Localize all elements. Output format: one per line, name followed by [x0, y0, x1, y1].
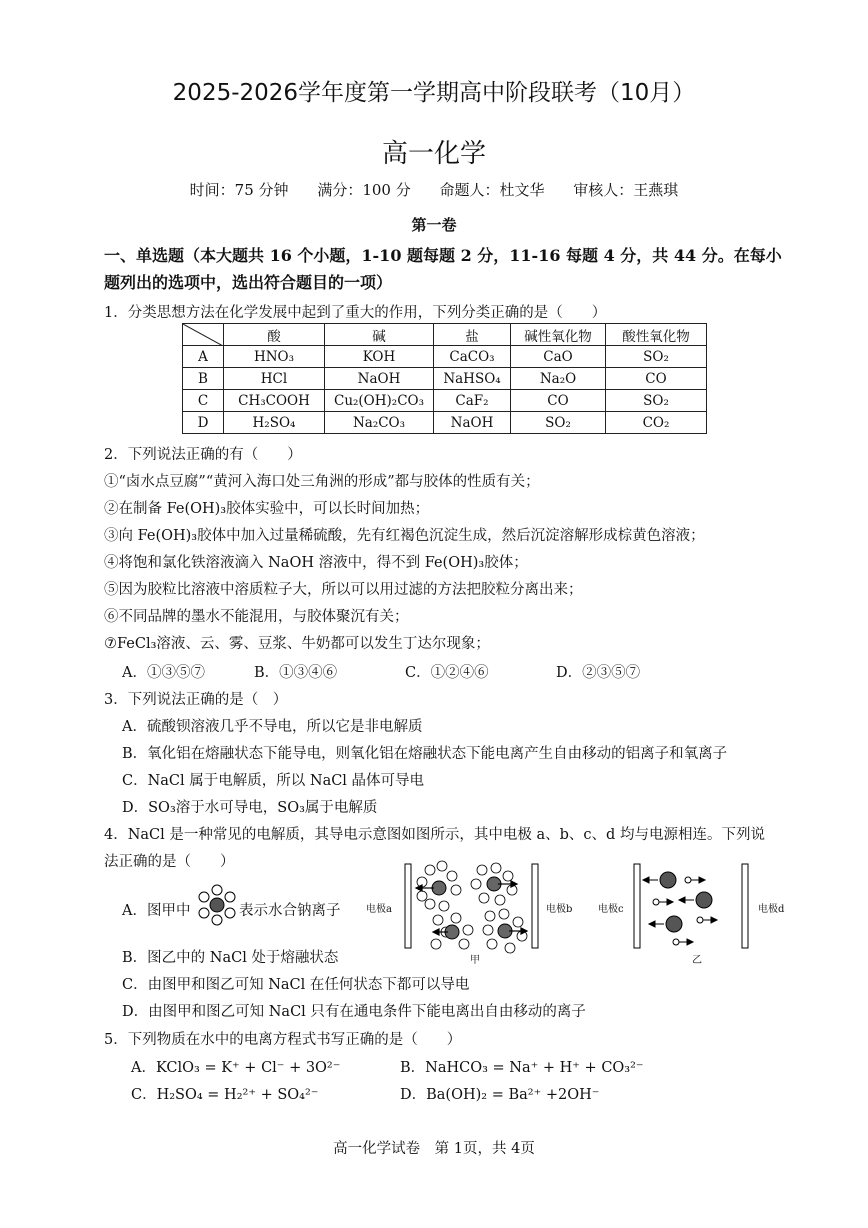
- table-cell: CO: [511, 390, 606, 412]
- table-cell: CH₃COOH: [224, 390, 325, 412]
- table-row: [183, 412, 707, 434]
- table-cell: SO₂: [511, 412, 606, 434]
- q5-option-a: A．KClO₃ = K⁺ + Cl⁻ + 3O²⁻: [131, 1060, 341, 1076]
- q2-option-b: B．①③④⑥: [254, 665, 338, 681]
- electrode-b-label: 电极b: [546, 904, 573, 915]
- table-cell: D: [183, 412, 224, 434]
- table-corner-cell: [183, 324, 224, 346]
- figure-jia-caption: 甲: [470, 955, 480, 966]
- table-cell: CO: [606, 368, 707, 390]
- table-cell: CO₂: [606, 412, 707, 434]
- page-footer: 高一化学试卷 第 1页，共 4页: [333, 1141, 535, 1157]
- subject-title: 高一化学: [381, 139, 486, 169]
- table-cell: HCl: [224, 368, 325, 390]
- electrode-d-label: 电极d: [758, 904, 785, 915]
- table-cell: B: [183, 368, 224, 390]
- q4-option-b: B．图乙中的 NaCl 处于熔融状态: [122, 950, 339, 966]
- table-cell: CaF₂: [434, 390, 511, 412]
- table-cell: KOH: [325, 346, 434, 368]
- hydrated-sodium-ion-icon: [196, 884, 238, 926]
- table-cell: NaHSO₄: [434, 368, 511, 390]
- table-cell: NaOH: [325, 368, 434, 390]
- exam-meta: [0, 179, 868, 200]
- q2-item: ⑦FeCl₃溶液、云、雾、豆浆、牛奶都可以发生丁达尔现象；: [104, 636, 490, 652]
- table-header-cell: 盐: [434, 324, 511, 346]
- q2-item: ④将饱和氯化铁溶液滴入 NaOH 溶液中，得不到 Fe(OH)₃胶体；: [104, 555, 528, 571]
- table-cell: C: [183, 390, 224, 412]
- q2-item: ①“卤水点豆腐”“黄河入海口处三角洲的形成”都与胶体的性质有关；: [104, 474, 540, 490]
- q2-option-a: A．①③⑤⑦: [122, 665, 205, 681]
- table-cell: H₂SO₄: [224, 412, 325, 434]
- q5-option-c: C．H₂SO₄ = H₂²⁺ + SO₄²⁻: [131, 1087, 319, 1103]
- table-header-cell: 酸性氧化物: [606, 324, 707, 346]
- diagonal-line-icon: [183, 324, 223, 346]
- q2-item: ⑥不同品牌的墨水不能混用，与胶体聚沉有关；: [104, 609, 409, 625]
- table-row: [183, 346, 707, 368]
- table-cell: CaCO₃: [434, 346, 511, 368]
- table-cell: CaO: [511, 346, 606, 368]
- section-heading-line1: 一、单选题（本大题共 16 个小题，1-10 题每题 2 分，11-16 每题 4 分，共 44 分。在每小: [104, 246, 782, 265]
- electrode-a-label: 电极a: [366, 904, 392, 915]
- q2-option-c: C．①②④⑥: [405, 665, 489, 681]
- table-cell: SO₂: [606, 346, 707, 368]
- q1-classification-table: [182, 323, 707, 434]
- q3-option-b: B．氧化铝在熔融状态下能导电，则氧化铝在熔融状态下能电离产生自由移动的铝离子和氧离子: [122, 746, 728, 762]
- section-heading-line2: 题列出的选项中，选出符合题目的一项）: [104, 273, 393, 292]
- q5-option-d: D．Ba(OH)₂ = Ba²⁺ +2OH⁻: [400, 1087, 600, 1103]
- q2-item: ②在制备 Fe(OH)₃胶体实验中，可以长时间加热；: [104, 501, 430, 517]
- q4-option-a-suffix: 表示水合钠离子: [239, 903, 341, 919]
- q1-stem: 1．分类思想方法在化学发展中起到了重大的作用，下列分类正确的是（ ）: [104, 305, 607, 321]
- q3-stem: 3．下列说法正确的是（ ）: [104, 692, 288, 708]
- q2-stem: 2．下列说法正确的有（ ）: [104, 447, 302, 463]
- figure-yi-caption: 乙: [692, 955, 702, 966]
- table-cell: NaOH: [434, 412, 511, 434]
- q4-stem-line2: 法正确的是（ ）: [104, 854, 235, 870]
- q2-item: ③向 Fe(OH)₃胶体中加入过量稀硫酸，先有红褐色沉淀生成，然后沉淀溶解形成棕黄色溶液；: [104, 528, 705, 544]
- table-header-cell: 碱: [325, 324, 434, 346]
- q4-stem-line1: 4．NaCl 是一种常见的电解质，其导电示意图如图所示，其中电极 a、b、c、d 均与电源相连。下列说: [104, 827, 765, 843]
- meta-author: 命题人：杜文华: [439, 181, 545, 199]
- q4-option-a-prefix: A．图甲中: [122, 903, 191, 919]
- table-cell: SO₂: [606, 390, 707, 412]
- table-cell: Cu₂(OH)₂CO₃: [325, 390, 434, 412]
- q5-option-b: B．NaHCO₃ = Na⁺ + H⁺ + CO₃²⁻: [400, 1060, 644, 1076]
- volume-heading: 第一卷: [411, 216, 457, 234]
- table-row: [183, 390, 707, 412]
- table-header-cell: 碱性氧化物: [511, 324, 606, 346]
- table-cell: Na₂CO₃: [325, 412, 434, 434]
- q4-option-d: D．由图甲和图乙可知 NaCl 只有在通电条件下能电离出自由移动的离子: [122, 1004, 586, 1020]
- table-header-cell: 酸: [224, 324, 325, 346]
- table-cell: HNO₃: [224, 346, 325, 368]
- meta-reviewer: 审核人：王燕琪: [573, 181, 679, 199]
- q2-item: ⑤因为胶粒比溶液中溶质粒子大，所以可以用过滤的方法把胶粒分离出来；: [104, 582, 583, 598]
- table-cell: Na₂O: [511, 368, 606, 390]
- q5-stem: 5．下列物质在水中的电离方程式书写正确的是（ ）: [104, 1032, 462, 1048]
- exam-title: 2025-2026学年度第一学期高中阶段联考（10月）: [172, 80, 696, 106]
- meta-time: 时间：75 分钟: [189, 181, 289, 199]
- electrode-c-label: 电极c: [598, 904, 624, 915]
- q2-option-d: D．②③⑤⑦: [556, 665, 641, 681]
- q3-option-d: D．SO₃溶于水可导电，SO₃属于电解质: [122, 800, 378, 816]
- q3-option-a: A．硫酸钡溶液几乎不导电，所以它是非电解质: [122, 719, 423, 735]
- q3-option-c: C．NaCl 属于电解质，所以 NaCl 晶体可导电: [122, 773, 425, 789]
- table-header-row: [183, 324, 707, 346]
- table-cell: A: [183, 346, 224, 368]
- meta-score: 满分：100 分: [317, 181, 411, 199]
- q4-option-c: C．由图甲和图乙可知 NaCl 在任何状态下都可以导电: [122, 977, 470, 993]
- table-row: [183, 368, 707, 390]
